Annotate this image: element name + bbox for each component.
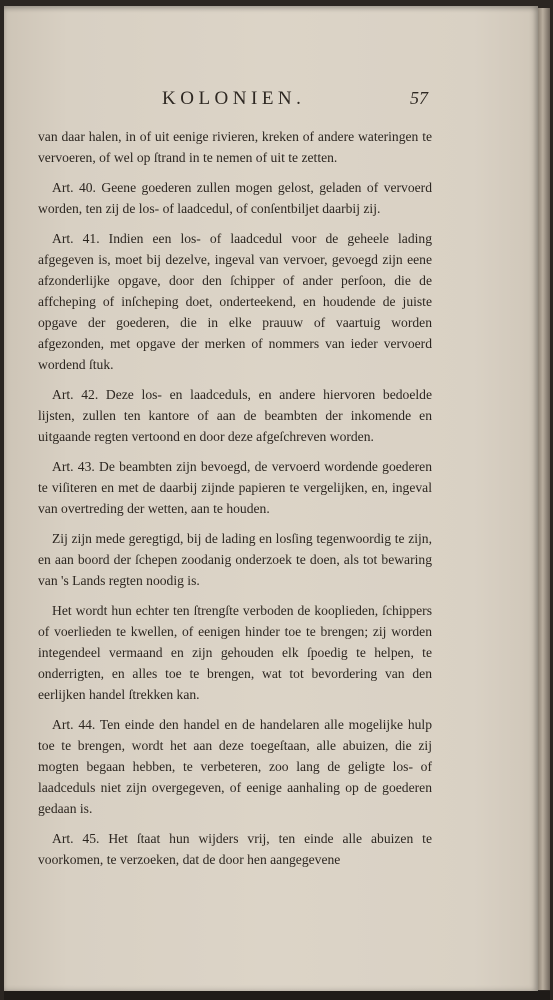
- paragraph-art-45: Art. 45. Het ſtaat hun wijders vrij, ten einde alle abuizen te voorkomen, te verzoeken, dat de door hen aangegevene: [38, 831, 432, 867]
- page-number: 57: [410, 88, 428, 108]
- paragraph-art-43-part-2: Zij zijn mede geregtigd, bij de lading en losſing tegenwoordig te zijn, en aan boord der ſchepen zoodanig onderzoek te doen, als tot bewaring van 's Lands regten noodig is.: [38, 531, 432, 588]
- paragraph-art-40: Art. 40. Geene goederen zullen mogen gelost, geladen of vervoerd worden, ten zij de los- of laadcedul, of conſentbiljet daarbij zij.: [38, 180, 432, 216]
- paragraph-art-43: Art. 43. De beambten zijn bevoegd, de vervoerd wordende goederen te viſiteren en met de daarbij zijnde papieren te vergelijken, en, ingeval van overtreding der wetten, aan te houden.: [38, 459, 432, 516]
- running-title: KOLONIEN.: [162, 88, 306, 109]
- body-text: [38, 126, 432, 879]
- book-page: [4, 6, 538, 991]
- page-edge: [538, 8, 550, 990]
- paragraph-art-41: Art. 41. Indien een los- of laadcedul voor de geheele lading afgegeven is, moet bij dezelve, ingeval van vervoer, gevoegd zijn eene afzonderlijke opgave, door den ſchipper of ander perſoon, die de affcheping of inſcheping doet, onderteekend, en houdende de juiste opgave der goederen, die in elke prauuw of vaartuig worden afgezonden, met opgave der merken of nommers van ieder vervoerd wordend ſtuk.: [38, 231, 432, 372]
- page-bottom-edge: [4, 991, 550, 1000]
- paragraph-art-44: Art. 44. Ten einde den handel en de handelaren alle mogelijke hulp toe te brengen, wordt het aan deze toegeſtaan, alle abuizen, die zij mogten begaan hebben, te verbeteren, zoo lang de geligte los- of laadceduls niet zijn overgegeven, of eenige aanhaling op de goederen gedaan is.: [38, 717, 432, 816]
- paragraph-continuation: van daar halen, in of uit eenige rivieren, kreken of andere wateringen te vervoeren, of wel op ſtrand in te nemen of uit te zetten.: [38, 129, 432, 165]
- paragraph-art-42: Art. 42. Deze los- en laadceduls, en andere hiervoren bedoelde lijsten, zullen ten kantore of aan de beambten der inkomende en uitgaande regten vertoond en door deze afgeſchreven worden.: [38, 387, 432, 444]
- paragraph-art-43-part-3: Het wordt hun echter ten ſtrengſte verboden de kooplieden, ſchippers of voerlieden te kwellen, of eenigen hinder toe te brengen; zij worden integendeel vermaand en zijn gehouden elk ſpoedig te helpen, te onderrigten, en alles toe te brengen, wat tot bevordering van den eerlijken handel ſtrekken kan.: [38, 603, 432, 702]
- running-head: [4, 88, 538, 114]
